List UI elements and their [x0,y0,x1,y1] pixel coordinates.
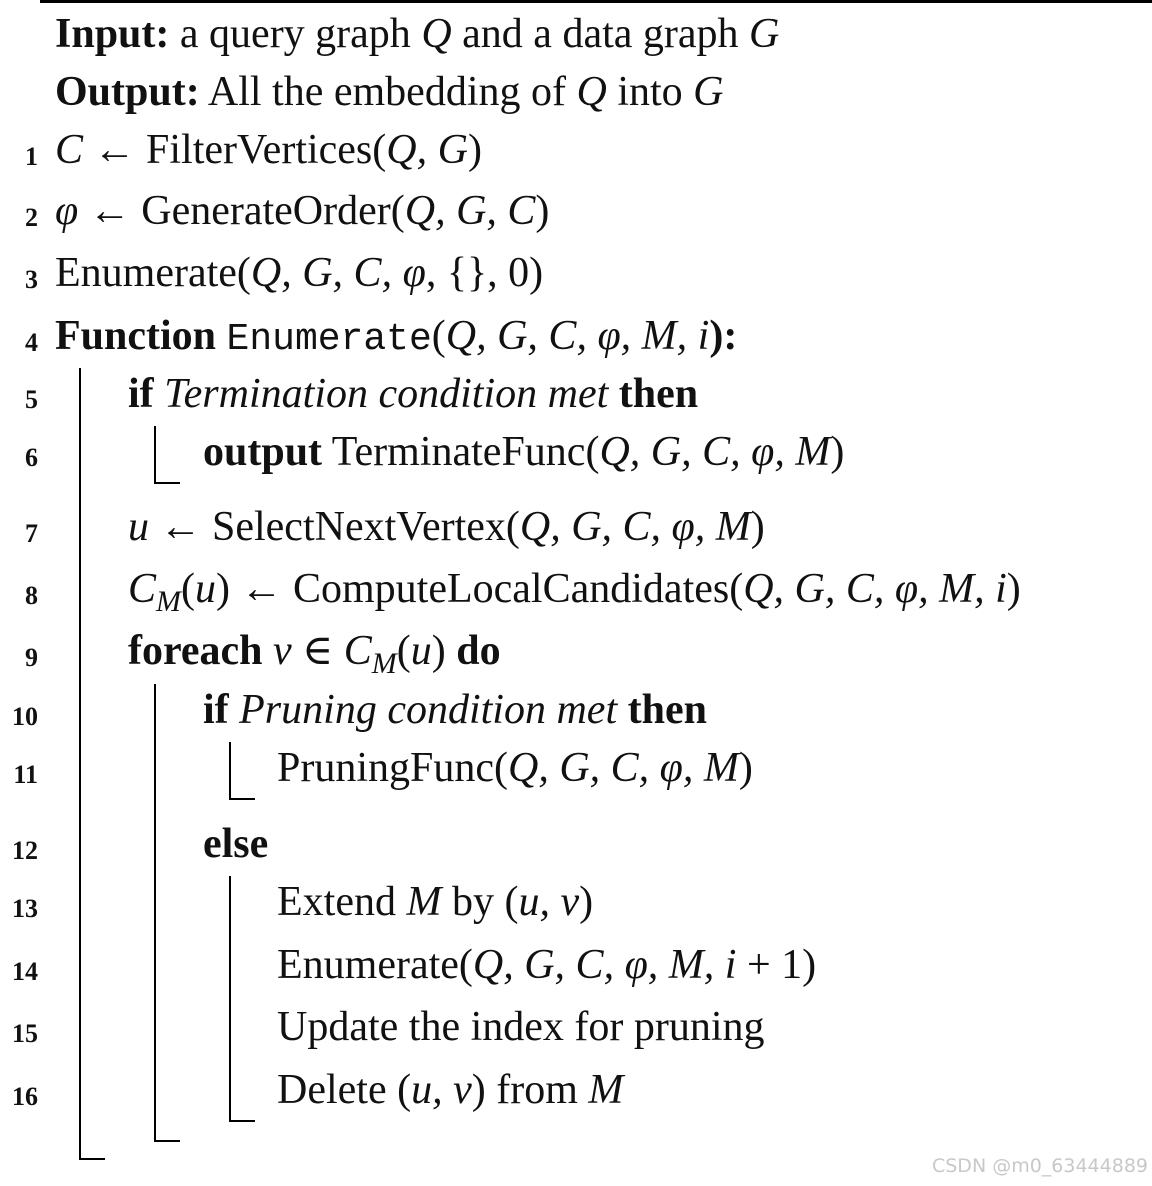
paren: ) [467,127,482,173]
input-line [55,13,779,55]
line-number: 2 [25,203,38,232]
var-c: C [128,566,157,612]
pair-uv: u, v [518,879,580,925]
keyword-if: if [203,687,229,733]
if-termination-block-bar [154,426,156,484]
line-number: 15 [12,1019,38,1048]
algo-line-2 [55,190,549,232]
text-delete: Delete ( [277,1067,412,1113]
var-v: v [273,628,292,674]
args: Q, G [386,127,468,173]
call-enumerate: Enumerate( [55,250,251,296]
function-block-end [79,1158,105,1160]
var-u: u [128,504,149,550]
text-extend: Extend [277,879,407,925]
var-phi: φ [55,188,79,234]
algo-line-8 [128,566,1021,618]
output-g: G [693,69,724,115]
var-u: u [410,628,432,674]
keyword-if: if [128,371,154,417]
top-rule [40,0,1152,3]
algo-line-16 [277,1069,623,1111]
call-compute-local-candidates: ) ← ComputeLocalCandidates( [216,566,744,612]
foreach-block-end [154,1140,180,1142]
algo-line-12 [203,823,268,865]
algo-line-3 [55,252,543,294]
function-block-bar [79,368,81,1160]
keyword-foreach: foreach [128,628,263,674]
call-select-next-vertex: ← SelectNextVertex( [149,504,520,550]
text-update-index: Update the index for pruning [277,1004,765,1050]
line-number: 5 [25,385,38,414]
algo-line-5 [128,373,698,415]
paren: ( [181,566,196,612]
algo-line-6 [203,431,844,473]
line-number: 7 [25,519,38,548]
args: Q, G, C, φ [250,250,426,296]
paren: ( [396,628,411,674]
if-pruning-block-end [229,798,255,800]
keyword-then: then [618,371,699,417]
call-enumerate: Enumerate( [277,942,473,988]
else-block-bar [229,876,231,1122]
args: Q, G, C [404,188,536,234]
line-number: 11 [13,760,38,789]
algo-line-15 [277,1006,765,1048]
args: Q, G, C, φ, M [508,745,739,791]
line-number: 1 [25,142,38,171]
algo-line-10 [203,689,707,731]
algo-line-14 [277,944,816,986]
element-of: ∈ [291,628,344,674]
output-into: into [617,69,683,115]
line-number: 14 [12,957,38,986]
args: Q, G, C, φ, M, i [743,566,1007,612]
var-c: C [55,127,84,173]
algo-line-9 [128,628,501,680]
paren-open: ( [431,313,446,359]
keyword-output: output [203,429,323,475]
paren: ) [738,745,753,791]
subscript-m: M [371,647,397,680]
termination-condition: Termination condition met [164,371,609,417]
keyword-then: then [627,687,707,733]
args: Q, G, C, φ, M [519,504,751,550]
paren: ) [750,504,765,550]
input-label: Input: [55,11,170,57]
var-m: M [406,879,442,925]
text-from: ) from [471,1067,589,1113]
line-number: 3 [25,265,38,294]
if-pruning-block-bar [229,742,231,800]
keyword-else: else [203,821,269,867]
line-number: 10 [12,702,38,731]
line-number: 9 [25,643,38,672]
input-q: Q [421,11,452,57]
if-termination-block-end [154,482,180,484]
args: Q, G, C, φ, M, i [472,942,737,988]
keyword-do: do [456,628,501,674]
args-tail: + 1) [736,942,817,988]
input-and: and a data graph [462,11,739,57]
args: Q, G, C, φ, M, i [445,313,710,359]
input-text: a query graph [179,11,411,57]
var-m: M [588,1067,624,1113]
call-filter-vertices: ← FilterVertices( [83,127,387,173]
keyword-function: Function [55,313,217,359]
algo-line-11 [277,747,753,789]
pruning-condition: Pruning condition met [239,687,618,733]
line-number: 4 [25,328,38,357]
line-number: 6 [25,443,38,472]
var-u: u [195,566,217,612]
pair-uv: u, v [411,1067,472,1113]
paren: ) [431,628,457,674]
algo-line-7 [128,506,765,548]
function-name: Enumerate [226,318,432,361]
output-text: All the embedding of [207,69,566,115]
algo-line-4 [55,315,737,359]
line-number: 16 [12,1082,38,1111]
paren: ) [1006,566,1021,612]
output-line [55,71,724,113]
call-terminate-func: TerminateFunc( [322,429,600,475]
paren: ) [579,879,594,925]
watermark: CSDN @m0_63444889 [931,1155,1148,1177]
subscript-m: M [156,585,182,618]
paren: ) [535,188,550,234]
args: Q, G, C, φ, M [599,429,831,475]
var-c: C [343,628,372,674]
args-tail: , {}, 0) [425,250,544,296]
input-g: G [749,11,780,57]
algo-line-13 [277,881,593,923]
foreach-block-bar [154,684,156,1142]
line-number: 13 [12,894,38,923]
else-block-end [229,1120,255,1122]
call-generate-order: ← GenerateOrder( [78,188,405,234]
line-number: 8 [25,581,38,610]
paren-close: ): [709,313,738,359]
call-pruning-func: PruningFunc( [277,745,508,791]
paren: ) [830,429,845,475]
output-q: Q [576,69,607,115]
line-number: 12 [12,836,38,865]
output-label: Output: [55,69,200,115]
algo-line-1 [55,129,482,171]
text-by: by ( [441,879,519,925]
